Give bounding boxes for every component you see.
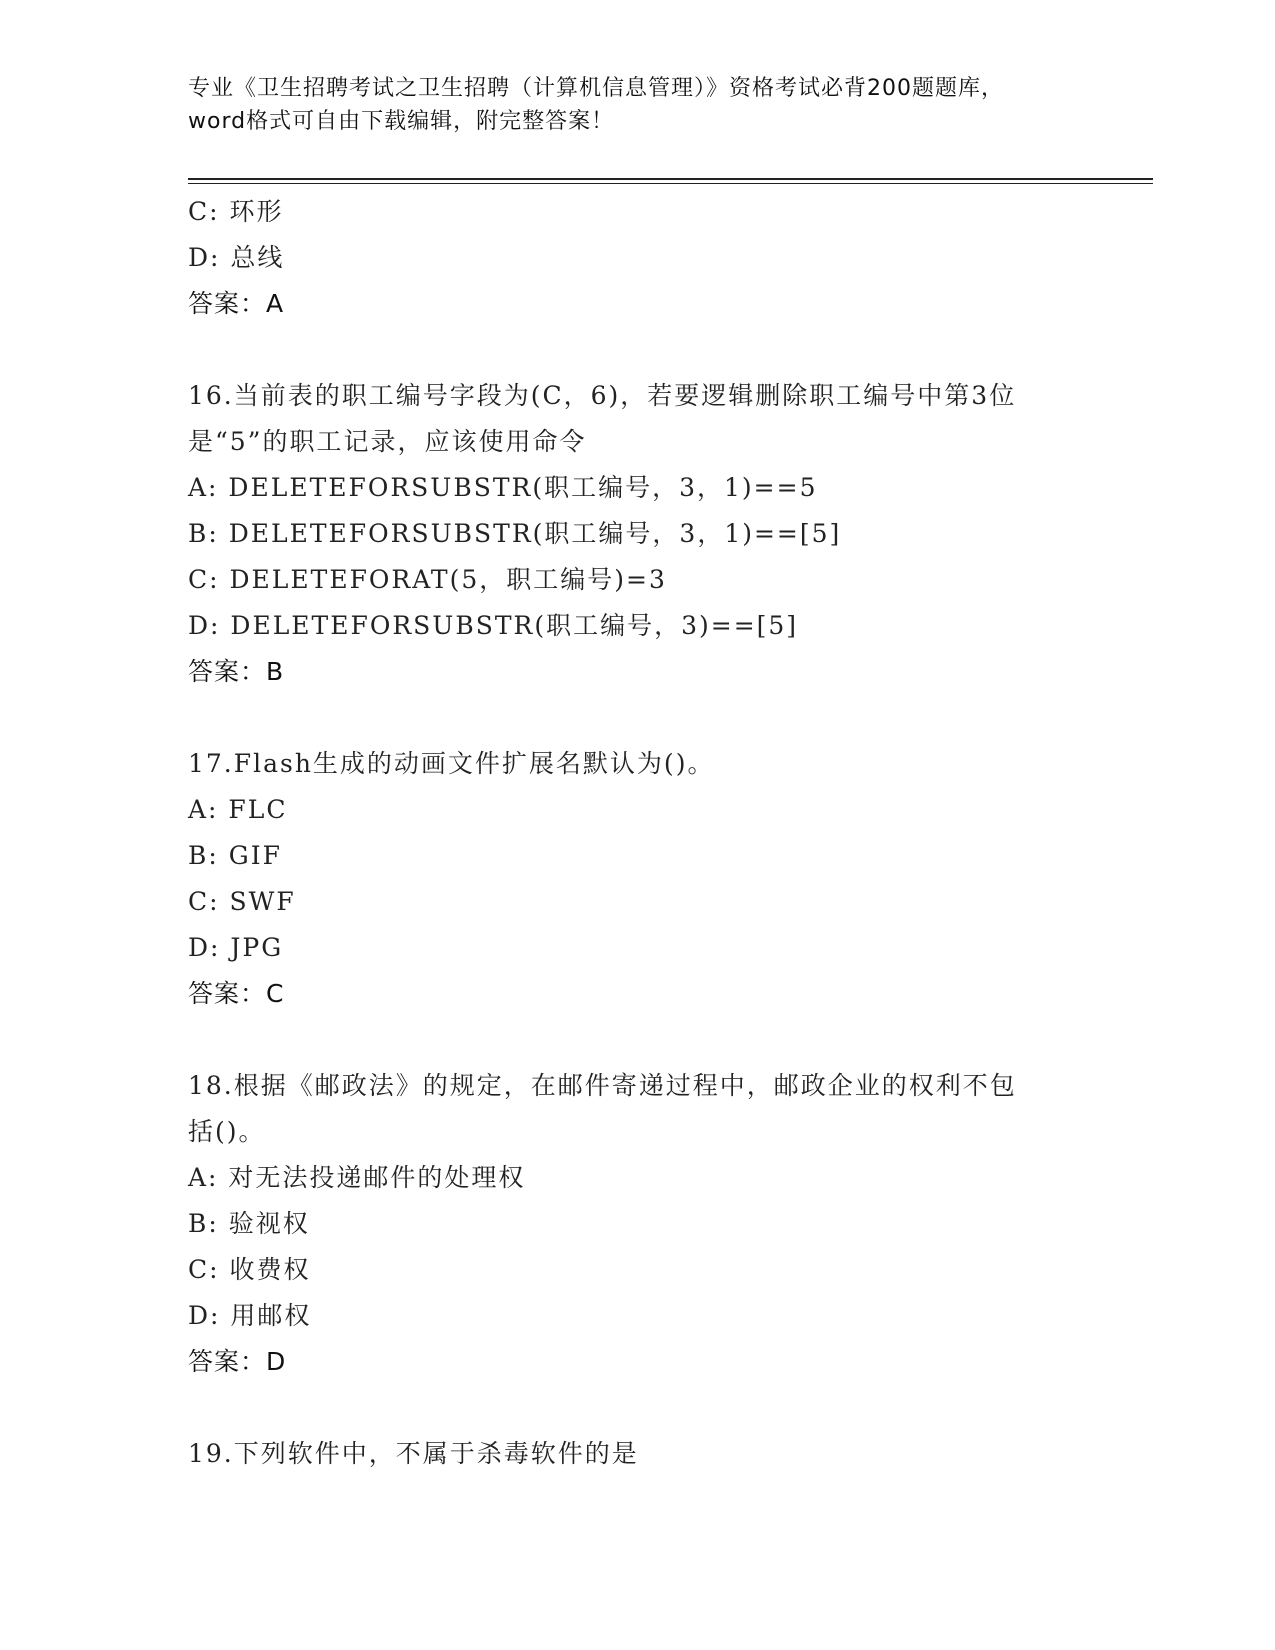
question-16 <box>188 373 1088 695</box>
question-stem-continued: 是“5”的职工记录，应该使用命令 <box>188 427 587 456</box>
question-stem: 17.Flash生成的动画文件扩展名默认为()。 <box>188 749 715 778</box>
answer-line: 答案：A <box>188 289 285 318</box>
option-b: B: 验视权 <box>188 1209 310 1238</box>
option-d: D: JPG <box>188 933 284 962</box>
option-a: A: 对无法投递邮件的处理权 <box>188 1163 526 1192</box>
question-stem-continued: 括()。 <box>188 1117 266 1146</box>
header-divider-thin <box>188 183 1153 184</box>
option-c: C: DELETEFORAT(5，职工编号)=3 <box>188 565 667 594</box>
option-b: B: GIF <box>188 841 282 870</box>
option-c: C: 收费权 <box>188 1255 311 1284</box>
answer-line: 答案：D <box>188 1347 287 1376</box>
header-divider-thick <box>188 178 1153 180</box>
option-d: D: 用邮权 <box>188 1301 312 1330</box>
question-list <box>188 189 1088 1477</box>
document-header <box>188 72 1088 138</box>
question-19 <box>188 1431 1088 1477</box>
answer-line: 答案：B <box>188 657 285 686</box>
question-stem: 19.下列软件中，不属于杀毒软件的是 <box>188 1439 639 1468</box>
answer-line: 答案：C <box>188 979 285 1008</box>
option-c: C: 环形 <box>188 197 284 226</box>
question-stem: 18.根据《邮政法》的规定，在邮件寄递过程中，邮政企业的权利不包 <box>188 1071 1017 1100</box>
option-a: A: FLC <box>188 795 288 824</box>
question-stem: 16.当前表的职工编号字段为(C，6)，若要逻辑删除职工编号中第3位 <box>188 381 1017 410</box>
option-b: B: DELETEFORSUBSTR(职工编号，3，1)==[5] <box>188 519 842 548</box>
question-15-tail <box>188 189 1088 327</box>
question-17 <box>188 741 1088 1017</box>
option-d: D: DELETEFORSUBSTR(职工编号，3)==[5] <box>188 611 799 640</box>
header-title-line-1: 专业《卫生招聘考试之卫生招聘（计算机信息管理）》资格考试必背200题题库， <box>188 76 1004 101</box>
question-18 <box>188 1063 1088 1385</box>
header-title-line-2: word格式可自由下载编辑，附完整答案！ <box>188 109 615 134</box>
option-d: D: 总线 <box>188 243 285 272</box>
option-c: C: SWF <box>188 887 296 916</box>
option-a: A: DELETEFORSUBSTR(职工编号，3，1)==5 <box>188 473 818 502</box>
